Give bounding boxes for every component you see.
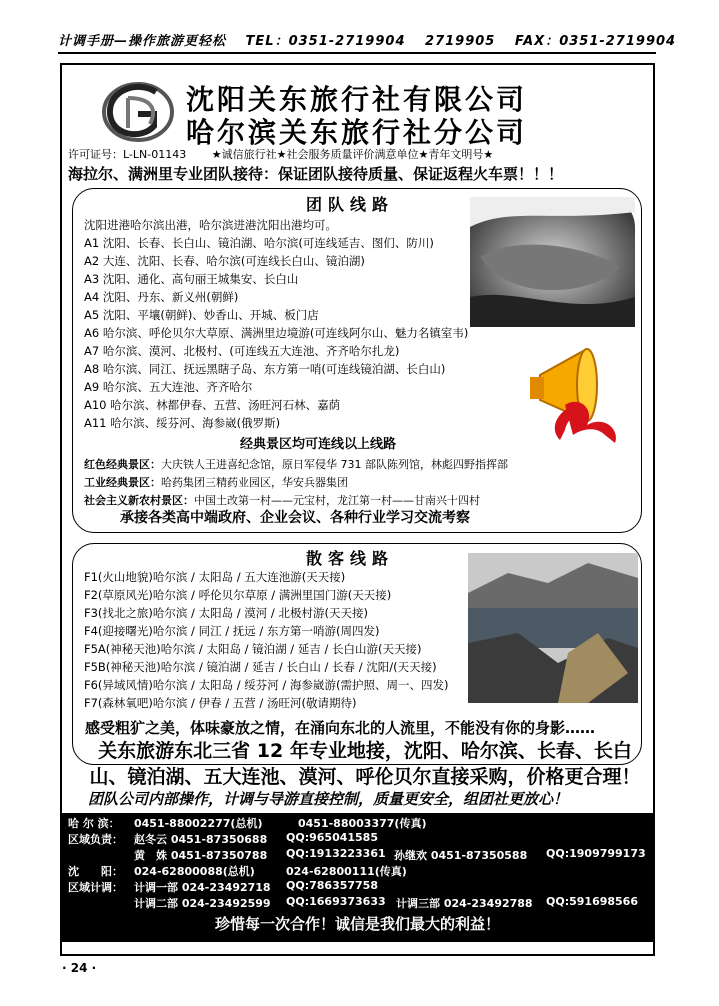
header-tel1: 0351-2719904 xyxy=(288,34,406,49)
promo-line-2: 关东旅游东北三省 12 年专业地接，沈阳、哈尔滨、长春、长白山、镜泊湖、五大连池、漠河、呼伦贝尔直接采购，价格更合理！ xyxy=(89,740,641,788)
route-a10: A10 哈尔滨、林都伊春、五营、汤旺河石林、嘉荫 xyxy=(84,398,341,412)
jidiao-1-qq: QQ:786357758 xyxy=(286,879,378,892)
slogan: 海拉尔、满洲里专业团队接待：保证团队接待质量、保证返程火车票！！！ xyxy=(68,165,564,183)
honors: ★诚信旅行社★社会服务质量评价满意单位★青年文明号★ xyxy=(211,148,494,161)
route-f7: F7(森林氧吧)哈尔滨 / 伊春 / 五营 / 汤旺河(敬请期待) xyxy=(84,696,357,710)
header-title: 计调手册—操作旅游更轻松 xyxy=(58,34,227,49)
harbin-tel: 0451-88002277(总机) xyxy=(134,817,263,830)
route-f5a: F5A(神秘天池)哈尔滨 / 太阳岛 / 镜泊湖 / 延吉 / 长白山游(天天接) xyxy=(84,642,422,656)
jidiao-1: 计调一部 024-23492718 xyxy=(134,881,271,894)
route-a5: A5 沈阳、平壤(朝鲜)、妙香山、开城、板门店 xyxy=(84,308,319,322)
contact-p3-qq: QQ:1909799173 xyxy=(546,847,646,860)
harbin-fax: 0451-88003377(传真) xyxy=(298,817,427,830)
jidiao-3: 计调三部 024-23492788 xyxy=(396,897,533,910)
industry-classic xyxy=(84,474,348,491)
promo-line-1: 感受粗犷之美，体味豪放之情，在涌向东北的人流里，不能没有你的身影…… xyxy=(85,719,596,737)
scatter-routes-title: 散客线路 xyxy=(305,549,394,568)
route-a1: A1 沈阳、长春、长白山、镜泊湖、哈尔滨(可连线延吉、图们、防川) xyxy=(84,236,434,250)
route-f5b: F5B(神秘天池)哈尔滨 / 镜泊湖 / 延吉 / 长白山 / 长春 / 沈阳/(天天接) xyxy=(84,660,437,674)
contact-p3: 孙继欢 0451-87350588 xyxy=(394,849,528,862)
red-classic xyxy=(84,456,508,473)
header-fax: 0351-2719904 xyxy=(559,34,677,49)
route-a6: A6 哈尔滨、呼伦贝尔大草原、满洲里边境游(可连线阿尔山、魅力名镇室韦) xyxy=(84,326,469,340)
contact-footer: 珍惜每一次合作！诚信是我们最大的利益！ xyxy=(214,915,500,933)
group-routes-intro: 沈阳进港哈尔滨出港，哈尔滨进港沈阳出港均可。 xyxy=(84,218,337,232)
company-logo-icon xyxy=(98,78,176,146)
route-f2: F2(草原风光)哈尔滨 / 呼伦贝尔草原 / 满洲里国门游(天天接) xyxy=(84,588,392,602)
route-a2: A2 大连、沈阳、长春、哈尔滨(可连线长白山、镜泊湖) xyxy=(84,254,365,268)
header-tel2: 2719905 xyxy=(425,34,496,49)
contact-p1-qq: QQ:965041585 xyxy=(286,831,378,844)
business-line: 承接各类高中端政府、企业会议、各种行业学习交流考察 xyxy=(120,510,470,526)
page-header xyxy=(58,30,677,54)
tianchi-photo xyxy=(468,553,638,703)
license-number: 许可证号：L-LN-01143 xyxy=(68,148,187,161)
jidiao-2: 计调二部 024-23492599 xyxy=(134,897,271,910)
contact-p1: 赵冬云 0451-87350688 xyxy=(134,833,268,846)
village-classic-label: 社会主义新农村景区： xyxy=(84,494,194,507)
contact-p2-qq: QQ:1913223361 xyxy=(286,847,386,860)
shenyang-fax: 024-62800111(传真) xyxy=(286,865,407,878)
red-classic-label: 红色经典景区： xyxy=(84,458,161,471)
village-classic-text: 中国土改第一村——元宝村，龙江第一村——甘南兴十四村 xyxy=(194,494,480,507)
shenyang-label: 沈 阳： xyxy=(68,865,123,878)
route-f4: F4(迎接曙光)哈尔滨 / 同江 / 抚远 / 东方第一哨游(周四发) xyxy=(84,624,380,638)
group-routes-title: 团队线路 xyxy=(305,195,394,214)
page-number: · 24 · xyxy=(62,961,97,975)
contact-block xyxy=(62,813,653,942)
route-a8: A8 哈尔滨、同江、抚远黑瞎子岛、东方第一哨(可连线镜泊湖、长白山) xyxy=(84,362,446,376)
route-a4: A4 沈阳、丹东、新义州(朝鲜) xyxy=(84,290,239,304)
header-fax-label: FAX： xyxy=(514,34,560,49)
village-classic xyxy=(84,492,480,509)
route-f1: F1(火山地貌)哈尔滨 / 太阳岛 / 五大连池游(天天接) xyxy=(84,570,346,584)
license-line xyxy=(68,146,493,162)
route-a3: A3 沈阳、通化、高句丽王城集安、长白山 xyxy=(84,272,299,286)
industry-classic-label: 工业经典景区： xyxy=(84,476,161,489)
jidiao-3-qq: QQ:591698566 xyxy=(546,895,638,908)
header-tel-label: TEL： xyxy=(245,34,289,49)
contact-p2: 黄 姝 0451-87350788 xyxy=(134,849,268,862)
jidiao-2-qq: QQ:1669373633 xyxy=(286,895,386,908)
jidiao-label: 区域计调： xyxy=(68,881,123,894)
industry-classic-text: 哈药集团三精药业园区，华安兵器集团 xyxy=(161,476,348,489)
promo-line-3: 团队公司内部操作，计调与导游直接控制，质量更安全，组团社更放心！ xyxy=(88,790,569,808)
company-name-harbin: 哈尔滨关东旅行社分公司 xyxy=(186,116,528,149)
classic-title: 经典景区均可连线以上线路 xyxy=(240,437,397,452)
red-classic-text: 大庆铁人王进喜纪念馆，原日军侵华 731 部队陈列馆，林彪四野指挥部 xyxy=(161,458,508,471)
harbin-label: 哈 尔 滨： xyxy=(68,817,120,830)
shenyang-tel: 024-62800088(总机) xyxy=(134,865,255,878)
company-name-shenyang: 沈阳关东旅行社有限公司 xyxy=(186,83,528,116)
route-f3: F3(找北之旅)哈尔滨 / 太阳岛 / 漠河 / 北极村游(天天接) xyxy=(84,606,368,620)
route-a9: A9 哈尔滨、五大连池、齐齐哈尔 xyxy=(84,380,253,394)
route-a7: A7 哈尔滨、漠河、北极村、(可连线五大连池、齐齐哈尔扎龙) xyxy=(84,344,400,358)
region-label: 区域负责： xyxy=(68,833,123,846)
route-f6: F6(异域风情)哈尔滨 / 太阳岛 / 绥芬河 / 海参崴游(需护照、周一、四发) xyxy=(84,678,449,692)
lake-photo xyxy=(470,197,635,327)
loudspeaker-icon xyxy=(525,335,635,445)
route-a11: A11 哈尔滨、绥芬河、海参崴(俄罗斯) xyxy=(84,416,281,430)
